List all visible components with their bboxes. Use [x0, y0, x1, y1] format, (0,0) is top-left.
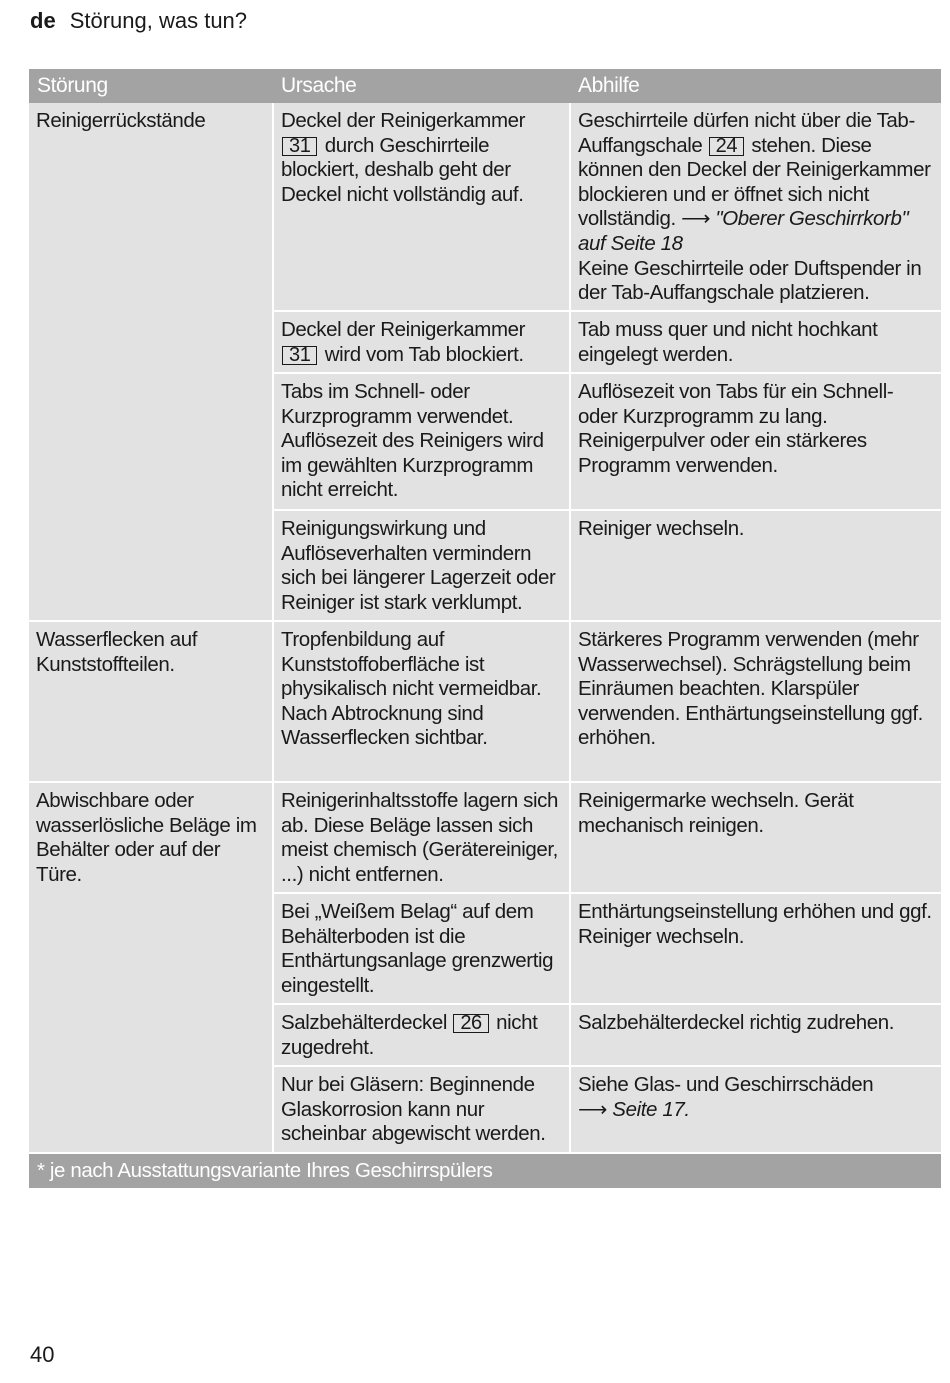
- cell-ursache: Deckel der Reinigerkammer 31 durch Geschirrteile blockiert, deshalb geht der Deckel nicht vollständig auf.: [273, 103, 570, 311]
- cell-abhilfe: Salzbehälterdeckel richtig zudrehen.: [570, 1004, 941, 1066]
- cell-ursache: Tabs im Schnell- oder Kurzprogramm verwendet. Auflösezeit des Reinigers wird im gewählten Kurzprogramm nicht erreicht.: [273, 373, 570, 510]
- cell-ursache: Nur bei Gläsern: Beginnende Glaskorrosion kann nur scheinbar abgewischt werden.: [273, 1066, 570, 1153]
- table-header-row: [29, 69, 941, 103]
- cell-abhilfe: Reinigermarke wechseln. Gerät mechanisch reinigen.: [570, 782, 941, 893]
- column-header-abhilfe: Abhilfe: [570, 69, 941, 103]
- page-reference: "Oberer Geschirrkorb" auf Seite 18: [578, 207, 909, 255]
- column-header-stoerung: Störung: [29, 69, 273, 103]
- cell-ursache: Deckel der Reinigerkammer 31 wird vom Tab blockiert.: [273, 311, 570, 373]
- arrow-right-icon: ⟶: [578, 1097, 607, 1121]
- table-row: [29, 103, 941, 311]
- cell-ursache: Tropfenbildung auf Kunststoffoberfläche ist physikalisch nicht vermeidbar. Nach Abtrocknung sind Wasserflecken sichtbar.: [273, 621, 570, 782]
- part-number-box: 26: [453, 1014, 488, 1033]
- cell-abhilfe: Stärkeres Programm verwenden (mehr Wasserwechsel). Schrägstellung beim Einräumen beachten. Klarspüler verwenden. Enthärtungseinstellung ggf. erhöhen.: [570, 621, 941, 782]
- cell-abhilfe: Enthärtungseinstellung erhöhen und ggf. Reiniger wechseln.: [570, 893, 941, 1004]
- cell-ursache: Bei „Weißem Belag“ auf dem Behälterboden ist die Enthärtungsanlage grenzwertig eingestellt.: [273, 893, 570, 1004]
- page-title: Störung, was tun?: [69, 8, 248, 33]
- cell-ursache: Salzbehälterdeckel 26 nicht zugedreht.: [273, 1004, 570, 1066]
- part-number-box: 31: [282, 137, 317, 156]
- part-number-box: 31: [282, 346, 317, 365]
- cell-ursache: Reinigerinhaltsstoffe lagern sich ab. Diese Beläge lassen sich meist chemisch (Gerätereiniger, ...) nicht entfernen.: [273, 782, 570, 893]
- page-reference: Seite 17.: [612, 1097, 690, 1121]
- arrow-right-icon: ⟶: [681, 207, 711, 231]
- page-header: [30, 6, 247, 36]
- page-number: 40: [30, 1342, 55, 1367]
- cell-abhilfe: Geschirrteile dürfen nicht über die Tab-Auffangschale 24 stehen. Diese können den Deckel der Reinigerkammer blockieren und er öffnet sich nicht vollständig. ⟶ "Oberer Geschirrkorb" auf Seite 18 Keine Geschirrteile oder Duftspender in der Tab-Auffangschale platzieren.: [570, 103, 941, 311]
- part-number-box: 24: [709, 137, 744, 156]
- cell-abhilfe: Auflösezeit von Tabs für ein Schnell- oder Kurzprogramm zu lang. Reinigerpulver oder ein stärkeres Programm verwenden.: [570, 373, 941, 510]
- cell-stoerung: Reinigerrückstände: [29, 103, 273, 621]
- cell-ursache: Reinigungswirkung und Auflöseverhalten vermindern sich bei längerer Lagerzeit oder Reiniger ist stark verklumpt.: [273, 510, 570, 621]
- table-row: [29, 621, 941, 782]
- column-header-ursache: Ursache: [273, 69, 570, 103]
- cell-abhilfe: Siehe Glas- und Geschirrschäden ⟶ Seite 17.: [570, 1066, 941, 1153]
- cell-stoerung: Abwischbare oder wasserlösliche Beläge im Behälter oder auf der Türe.: [29, 782, 273, 1153]
- footnote: * je nach Ausstattungsvariante Ihres Geschirrspülers: [29, 1153, 941, 1188]
- troubleshooting-table: [29, 69, 941, 1188]
- cell-abhilfe: Tab muss quer und nicht hochkant eingelegt werden.: [570, 311, 941, 373]
- footnote-row: [29, 1153, 941, 1188]
- cell-abhilfe: Reiniger wechseln.: [570, 510, 941, 621]
- language-code: de: [30, 8, 56, 33]
- table-row: [29, 782, 941, 893]
- cell-stoerung: Wasserflecken auf Kunststoffteilen.: [29, 621, 273, 782]
